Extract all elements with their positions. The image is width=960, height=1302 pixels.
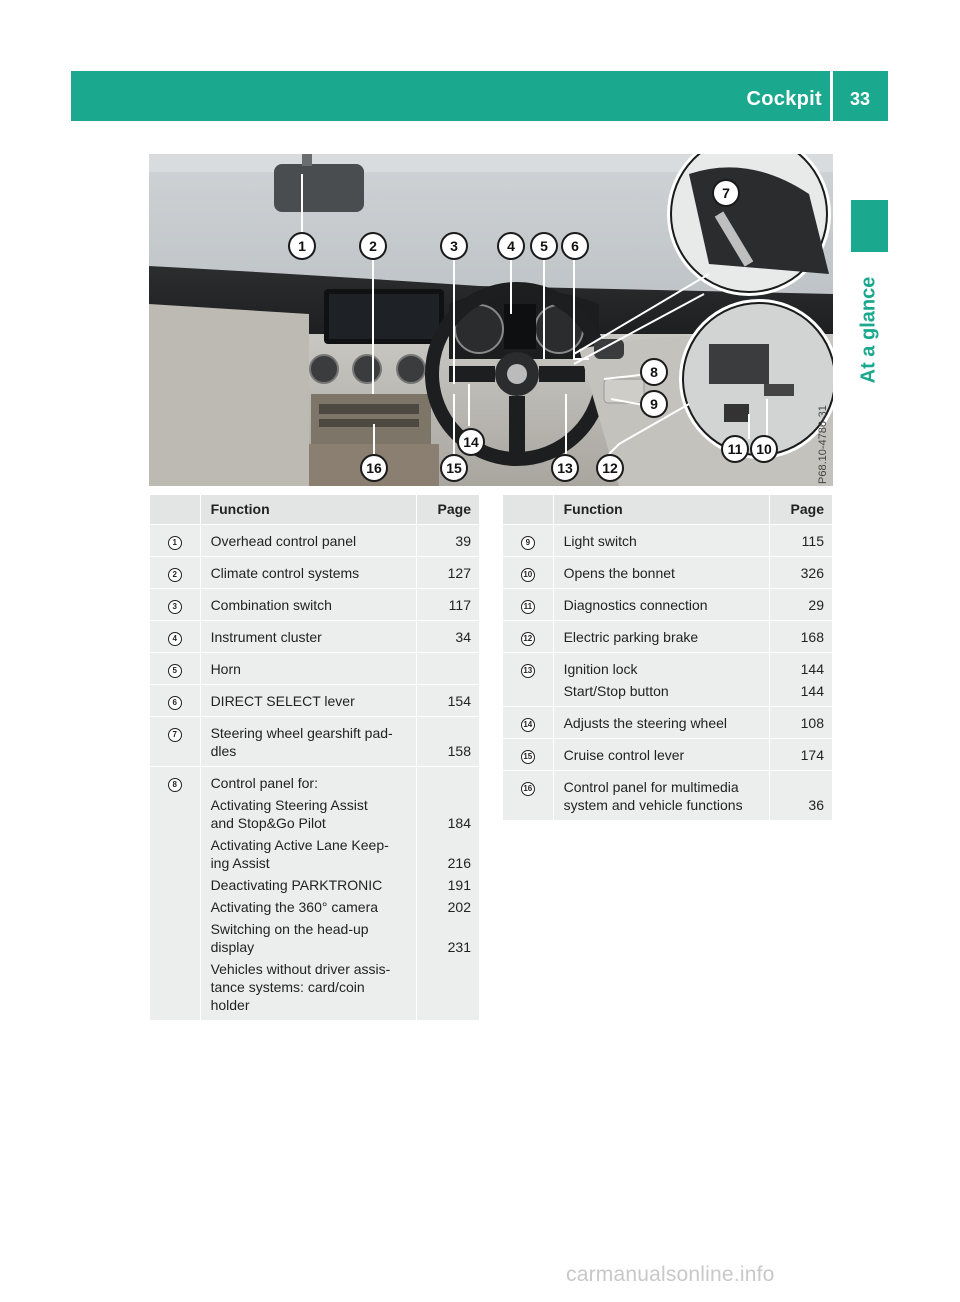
table-row xyxy=(503,739,833,771)
table-header-number xyxy=(503,495,554,525)
function-cell xyxy=(200,525,417,557)
function-text: Activating the 360° camera xyxy=(210,899,379,915)
table-row xyxy=(150,717,480,767)
table-row xyxy=(503,589,833,621)
page-cell xyxy=(770,557,833,589)
function-text: Control panel for multimedia system and vehicle functions xyxy=(563,779,743,813)
function-cell xyxy=(200,717,417,767)
page-cell xyxy=(770,589,833,621)
table-row xyxy=(150,589,480,621)
table-header-page: Page xyxy=(770,495,833,525)
function-cell xyxy=(553,621,770,653)
table-header-function: Function xyxy=(553,495,770,525)
function-text: Instrument cluster xyxy=(210,629,322,645)
figure-code: P68.10-4786-31 xyxy=(817,405,829,484)
page-reference: 115 xyxy=(801,533,824,549)
page-reference: 184 xyxy=(447,815,471,831)
function-table-right xyxy=(502,494,833,821)
table-row xyxy=(503,557,833,589)
row-marker xyxy=(150,525,201,557)
function-cell xyxy=(200,653,417,685)
table-row xyxy=(150,653,480,685)
page-reference: 168 xyxy=(800,629,824,645)
row-number-badge: 10 xyxy=(521,568,535,582)
table-row xyxy=(150,621,480,653)
function-text: Combination switch xyxy=(210,597,332,613)
svg-text:3: 3 xyxy=(450,238,458,254)
row-marker xyxy=(503,589,554,621)
section-title: Cockpit xyxy=(746,88,822,110)
row-number-badge: 15 xyxy=(521,750,535,764)
svg-text:5: 5 xyxy=(540,238,548,254)
svg-text:4: 4 xyxy=(507,238,515,254)
function-text: Activating Active Lane Keep- ing Assist xyxy=(210,837,389,871)
function-text: Start/Stop button xyxy=(563,683,669,699)
function-text: Steering wheel gearshift pad- dles xyxy=(210,725,393,759)
svg-text:16: 16 xyxy=(366,460,382,476)
row-number-badge: 1 xyxy=(168,536,182,550)
function-text: Switching on the head-up display xyxy=(210,921,369,955)
svg-text:14: 14 xyxy=(463,434,479,450)
table-row xyxy=(503,707,833,739)
table-header-number xyxy=(150,495,201,525)
row-marker xyxy=(503,557,554,589)
function-cell xyxy=(200,685,417,717)
row-marker xyxy=(503,525,554,557)
row-number-badge: 7 xyxy=(168,728,182,742)
function-text: Light switch xyxy=(563,533,637,549)
table-row xyxy=(503,525,833,557)
page-reference: 29 xyxy=(808,597,824,613)
row-number-badge: 3 xyxy=(168,600,182,614)
row-number-badge: 16 xyxy=(521,782,535,796)
row-marker xyxy=(503,707,554,739)
row-number-badge: 12 xyxy=(521,632,535,646)
row-marker xyxy=(503,739,554,771)
function-cell xyxy=(553,771,770,821)
svg-text:6: 6 xyxy=(571,238,579,254)
svg-text:2: 2 xyxy=(369,238,377,254)
function-cell xyxy=(200,557,417,589)
function-text: Diagnostics connection xyxy=(563,597,708,613)
function-cell xyxy=(200,589,417,621)
cockpit-illustration xyxy=(149,154,833,486)
row-number-badge: 6 xyxy=(168,696,182,710)
row-number-badge: 5 xyxy=(168,664,182,678)
row-number-badge: 2 xyxy=(168,568,182,582)
table-row xyxy=(150,557,480,589)
page-cell xyxy=(417,767,480,1021)
function-text: Climate control systems xyxy=(210,565,360,581)
svg-text:12: 12 xyxy=(602,460,618,476)
function-text: Opens the bonnet xyxy=(563,565,675,581)
row-marker xyxy=(503,621,554,653)
row-marker xyxy=(150,621,201,653)
row-marker xyxy=(150,589,201,621)
page-reference: 117 xyxy=(448,597,471,613)
svg-text:13: 13 xyxy=(557,460,573,476)
page-cell xyxy=(770,653,833,707)
function-text: Control panel for: xyxy=(210,775,318,791)
row-marker xyxy=(503,771,554,821)
function-text: Ignition lock xyxy=(563,661,638,677)
function-cell xyxy=(200,621,417,653)
page-reference: 108 xyxy=(800,715,824,731)
row-number-badge: 11 xyxy=(521,600,535,614)
row-marker xyxy=(150,653,201,685)
svg-text:15: 15 xyxy=(446,460,462,476)
row-number-badge: 13 xyxy=(521,664,535,678)
header-divider xyxy=(830,71,833,121)
page-reference: 174 xyxy=(800,747,824,763)
page-reference: 326 xyxy=(800,565,824,581)
page-cell xyxy=(417,525,480,557)
page-cell xyxy=(417,557,480,589)
table-row xyxy=(150,525,480,557)
function-text: Cruise control lever xyxy=(563,747,685,763)
function-text: Activating Steering Assist and Stop&Go Pilot xyxy=(210,797,368,831)
page-cell xyxy=(417,621,480,653)
page-header xyxy=(71,71,888,121)
function-cell xyxy=(200,767,417,1021)
row-number-badge: 4 xyxy=(168,632,182,646)
page-reference xyxy=(423,774,471,792)
function-text: Adjusts the steering wheel xyxy=(563,715,728,731)
table-body-left xyxy=(150,525,480,1021)
table-row xyxy=(503,621,833,653)
page-cell xyxy=(770,621,833,653)
page-reference: 231 xyxy=(447,939,471,955)
page-number: 33 xyxy=(849,89,870,109)
function-cell xyxy=(553,739,770,771)
table-body-right xyxy=(503,525,833,821)
page-reference: 127 xyxy=(447,565,471,581)
function-text: Horn xyxy=(210,661,241,677)
table-header-function: Function xyxy=(200,495,417,525)
function-table-left xyxy=(149,494,480,1021)
page-cell xyxy=(770,525,833,557)
watermark: carmanualsonline.info xyxy=(566,1263,775,1286)
row-marker xyxy=(150,767,201,1021)
function-text: Vehicles without driver assis- tance systems: card/coin holder xyxy=(210,961,391,1013)
side-tab-label: At a glance xyxy=(857,276,880,384)
page-reference: 36 xyxy=(808,797,824,813)
page-cell xyxy=(770,707,833,739)
page-reference xyxy=(423,660,471,678)
row-marker xyxy=(503,653,554,707)
page-cell xyxy=(417,589,480,621)
row-marker xyxy=(150,717,201,767)
svg-text:11: 11 xyxy=(727,441,743,457)
svg-text:9: 9 xyxy=(650,396,658,412)
function-text: DIRECT SELECT lever xyxy=(210,693,355,709)
svg-text:8: 8 xyxy=(650,364,658,380)
table-row xyxy=(150,685,480,717)
table-row xyxy=(503,771,833,821)
function-text: Overhead control panel xyxy=(210,533,357,549)
page-cell xyxy=(417,717,480,767)
side-tab-marker xyxy=(851,200,888,252)
function-cell xyxy=(553,707,770,739)
function-text: Deactivating PARKTRONIC xyxy=(210,877,383,893)
row-marker xyxy=(150,557,201,589)
page-reference: 144 xyxy=(800,683,824,699)
function-cell xyxy=(553,589,770,621)
table-header-page: Page xyxy=(417,495,480,525)
function-cell xyxy=(553,557,770,589)
svg-text:7: 7 xyxy=(722,185,730,201)
page-reference: 191 xyxy=(447,877,471,893)
page-reference: 154 xyxy=(447,693,471,709)
function-cell xyxy=(553,653,770,707)
row-marker xyxy=(150,685,201,717)
table-row xyxy=(503,653,833,707)
table-row xyxy=(150,767,480,1021)
svg-text:10: 10 xyxy=(756,441,772,457)
row-number-badge: 14 xyxy=(521,718,535,732)
page-reference: 39 xyxy=(455,533,471,549)
page-reference: 34 xyxy=(455,629,471,645)
function-text: Electric parking brake xyxy=(563,629,699,645)
page-reference: 216 xyxy=(447,855,471,871)
page-reference xyxy=(423,960,471,1014)
page-cell xyxy=(417,653,480,685)
page-cell xyxy=(417,685,480,717)
row-number-badge: 9 xyxy=(521,536,535,550)
row-number-badge: 8 xyxy=(168,778,182,792)
page-cell xyxy=(770,739,833,771)
page-reference: 202 xyxy=(447,899,471,915)
function-cell xyxy=(553,525,770,557)
svg-text:1: 1 xyxy=(298,238,306,254)
page-reference: 158 xyxy=(447,743,471,759)
page-reference: 144 xyxy=(800,661,824,677)
cockpit-photo xyxy=(149,154,833,486)
page-cell xyxy=(770,771,833,821)
